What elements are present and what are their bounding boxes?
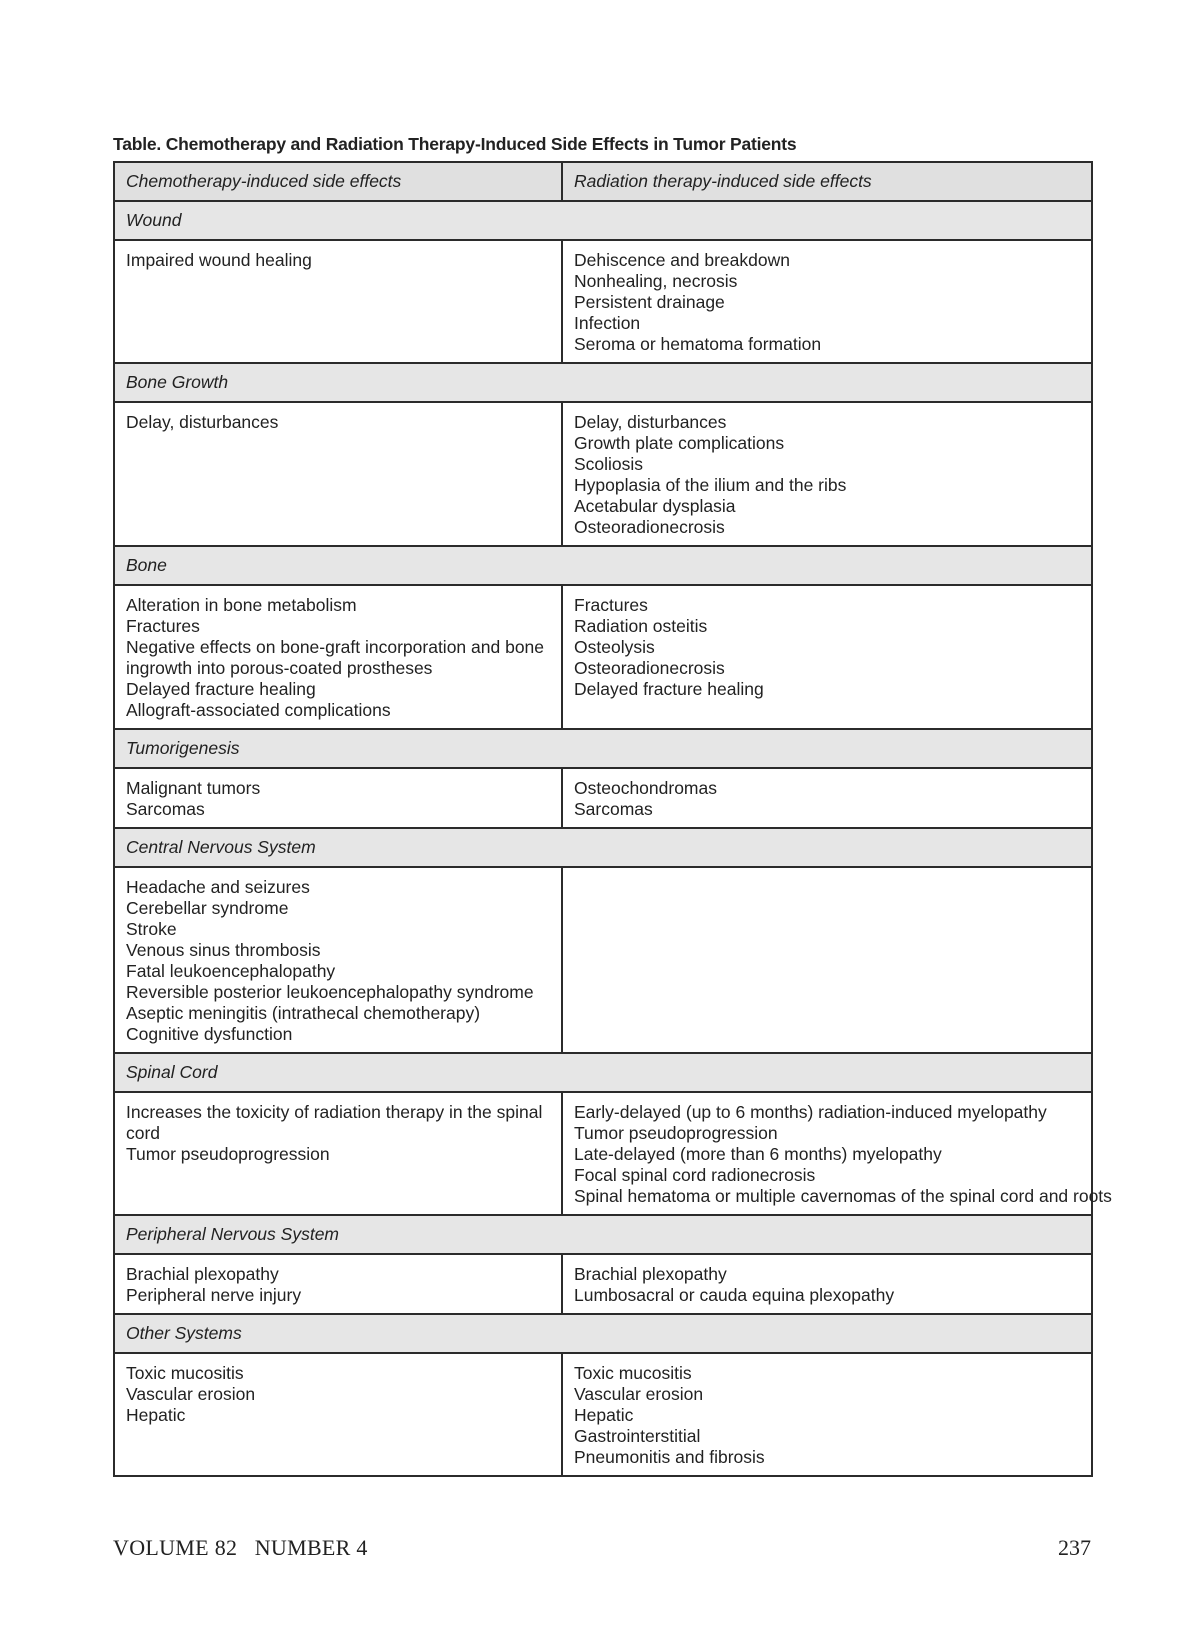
section-name: Spinal Cord [114, 1053, 1092, 1092]
effect-item: Impaired wound healing [126, 250, 312, 270]
table-row [114, 1254, 1092, 1314]
effect-item: Aseptic meningitis (intrathecal chemotherapy) [126, 1003, 481, 1023]
effect-item: Delayed fracture healing [574, 679, 764, 699]
effect-item: Scoliosis [574, 454, 644, 474]
effect-item: Pneumonitis and fibrosis [574, 1447, 765, 1467]
effect-item: Dehiscence and breakdown [574, 250, 790, 270]
effect-item: Seroma or hematoma formation [574, 334, 822, 354]
chemo-effects-cell [114, 768, 562, 828]
radiation-effects-cell [562, 768, 1092, 828]
chemo-effects-cell [114, 1353, 562, 1476]
table-row [114, 1092, 1092, 1215]
radiation-effects-cell [562, 1353, 1092, 1476]
effect-item: Osteochondromas [574, 778, 717, 798]
radiation-effects-cell [562, 867, 1092, 1053]
section-name: Bone Growth [114, 363, 1092, 402]
effect-item: Late-delayed (more than 6 months) myelopathy [574, 1144, 942, 1164]
effect-item: Nonhealing, necrosis [574, 271, 738, 291]
chemo-effects-cell [114, 1092, 562, 1215]
effect-item: Negative effects on bone-graft incorporation and bone ingrowth into porous-coated prostheses [126, 637, 545, 678]
effect-item: Fatal leukoencephalopathy [126, 961, 336, 981]
chemo-effects-cell [114, 402, 562, 546]
section-name: Other Systems [114, 1314, 1092, 1353]
effect-item: Stroke [126, 919, 177, 939]
effect-item: Allograft-associated complications [126, 700, 391, 720]
section-name: Peripheral Nervous System [114, 1215, 1092, 1254]
table-row [114, 240, 1092, 363]
table-row [114, 1353, 1092, 1476]
section-header-row [114, 828, 1092, 867]
effect-item: Hepatic [126, 1405, 186, 1425]
section-header-row [114, 1053, 1092, 1092]
header-chemo: Chemotherapy-induced side effects [114, 162, 562, 201]
radiation-effects-cell [562, 402, 1092, 546]
chemo-effects-cell [114, 240, 562, 363]
section-header-row [114, 1314, 1092, 1353]
section-name: Wound [114, 201, 1092, 240]
chemo-effects-cell [114, 867, 562, 1053]
header-radiation: Radiation therapy-induced side effects [562, 162, 1092, 201]
effect-item: Cerebellar syndrome [126, 898, 289, 918]
section-header-row [114, 363, 1092, 402]
effect-item: Alteration in bone metabolism [126, 595, 357, 615]
effect-item: Tumor pseudoprogression [574, 1123, 778, 1143]
effect-item: Delay, disturbances [574, 412, 727, 432]
effect-item: Infection [574, 313, 641, 333]
effect-item: Focal spinal cord radionecrosis [574, 1165, 816, 1185]
effect-item: Vascular erosion [574, 1384, 704, 1404]
table-row [114, 585, 1092, 729]
effect-item: Gastrointerstitial [574, 1426, 701, 1446]
radiation-effects-cell [562, 1092, 1112, 1215]
table-body [114, 201, 1112, 1476]
effect-item: Hepatic [574, 1405, 634, 1425]
chemo-effects-cell [114, 1254, 562, 1314]
table-row [114, 867, 1092, 1053]
effect-item: Reversible posterior leukoencephalopathy syndrome [126, 982, 534, 1002]
effect-item: Cognitive dysfunction [126, 1024, 293, 1044]
effect-item: Radiation osteitis [574, 616, 708, 636]
effect-item: Brachial plexopathy [126, 1264, 279, 1284]
effect-item: Early-delayed (up to 6 months) radiation-induced myelopathy [574, 1102, 1047, 1122]
effect-item: Tumor pseudoprogression [126, 1144, 330, 1164]
chemo-effects-cell [114, 585, 562, 729]
effect-item: Malignant tumors [126, 778, 261, 798]
section-name: Tumorigenesis [114, 729, 1092, 768]
table-row [114, 768, 1092, 828]
section-header-row [114, 1215, 1092, 1254]
effect-item: Fractures [126, 616, 200, 636]
radiation-effects-cell [562, 1254, 1092, 1314]
effect-item: Peripheral nerve injury [126, 1285, 302, 1305]
effect-item: Lumbosacral or cauda equina plexopathy [574, 1285, 895, 1305]
effect-item: Fractures [574, 595, 648, 615]
effect-item: Increases the toxicity of radiation therapy in the spinal cord [126, 1102, 543, 1143]
effect-item: Sarcomas [126, 799, 205, 819]
section-header-row [114, 729, 1092, 768]
table-header-row [114, 162, 1092, 201]
effect-item: Osteoradionecrosis [574, 517, 725, 537]
effect-item: Toxic mucositis [126, 1363, 244, 1383]
effect-item: Spinal hematoma or multiple cavernomas of the spinal cord and roots [574, 1186, 1112, 1206]
section-header-row [114, 546, 1092, 585]
section-name: Bone [114, 546, 1092, 585]
page-number: 237 [1058, 1535, 1091, 1560]
journal-volume: VOLUME 82 NUMBER 4 [113, 1535, 368, 1560]
effect-item: Headache and seizures [126, 877, 310, 897]
effect-item: Growth plate complications [574, 433, 785, 453]
effect-item: Hypoplasia of the ilium and the ribs [574, 475, 847, 495]
effect-item: Acetabular dysplasia [574, 496, 736, 516]
table-title: Table. Chemotherapy and Radiation Therapy-Induced Side Effects in Tumor Patients [113, 134, 797, 154]
effect-item: Delayed fracture healing [126, 679, 316, 699]
section-name: Central Nervous System [114, 828, 1092, 867]
section-header-row [114, 201, 1092, 240]
effect-item: Persistent drainage [574, 292, 725, 312]
table-row [114, 402, 1092, 546]
effect-item: Osteolysis [574, 637, 655, 657]
effect-item: Brachial plexopathy [574, 1264, 727, 1284]
effect-item: Sarcomas [574, 799, 653, 819]
side-effects-table [113, 161, 1112, 1477]
effect-item: Vascular erosion [126, 1384, 256, 1404]
effect-item: Delay, disturbances [126, 412, 279, 432]
radiation-effects-cell [562, 585, 1092, 729]
radiation-effects-cell [562, 240, 1092, 363]
effect-item: Osteoradionecrosis [574, 658, 725, 678]
effect-item: Venous sinus thrombosis [126, 940, 321, 960]
effect-item: Toxic mucositis [574, 1363, 692, 1383]
